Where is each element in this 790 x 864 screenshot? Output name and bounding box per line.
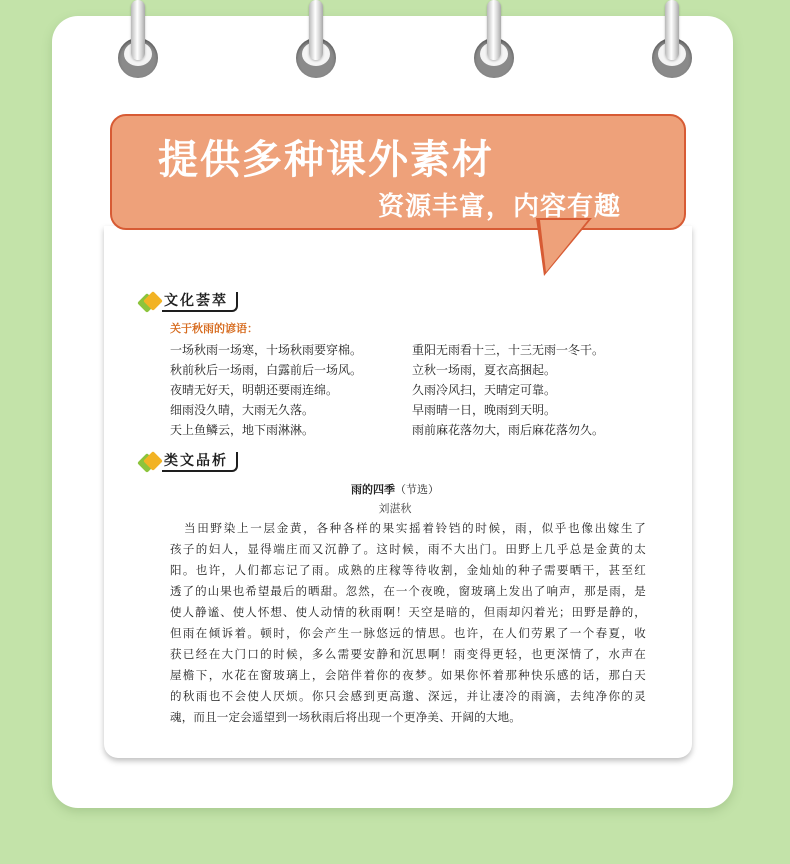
article-line: 透了的山果也希望最后的晒甜。忽然，在一个夜晚，窗玻璃上发出了响声，那是雨，是	[170, 584, 646, 598]
article-line: 屋檐下，水花在窗玻璃上，会陪伴着你的夜梦。如果你怀着那种快乐感的话，那白天	[170, 668, 646, 682]
article-line: 使人静谧、使人怀想、使人动情的秋雨啊！天空是暗的，但雨却闪着光；田野是静的，	[170, 605, 646, 619]
article-title-text: 雨的四季	[351, 483, 395, 496]
article-line: 获已经在大门口的时候，多么需要安静和沉思啊！雨变得更轻，也更深情了，水声在	[170, 647, 646, 661]
leaf-icon	[140, 452, 162, 472]
article-title	[0, 481, 790, 497]
proverb-item: 一场秋雨一场寒，十场秋雨要穿棉。	[170, 343, 363, 357]
proverb-item: 天上鱼鳞云，地下雨淋淋。	[170, 423, 315, 437]
section-label: 文化荟萃	[162, 292, 238, 312]
proverb-item: 重阳无雨看十三，十三无雨一冬干。	[412, 343, 605, 357]
article-line: 孩子的妇人，显得端庄而又沉静了。这时候，雨不大出门。田野上几乎总是金黄的太	[170, 542, 646, 556]
article-line: 阳。也许，人们都忘记了雨。成熟的庄稼等待收割，金灿灿的种子需要晒干，甚至红	[170, 563, 646, 577]
article-author: 刘湛秋	[378, 502, 412, 515]
article-line: 的秋雨也不会使人厌烦。你只会感到更高邈、深远，并让凄冷的雨滴，去纯净你的灵	[170, 689, 646, 703]
article-line: 但雨在倾诉着。顿时，你会产生一脉悠远的情思。也许，在人们劳累了一个春夏，收	[170, 626, 646, 640]
binder-ring	[652, 0, 692, 78]
banner-subtitle: 资源丰富，内容有趣	[378, 192, 622, 222]
article-title-note: （节选）	[395, 483, 439, 496]
section-tag-article	[140, 452, 238, 472]
article-line: 当田野染上一层金黄，各种各样的果实摇着铃铛的时候，雨，似乎也像出嫁生了	[184, 521, 646, 535]
binder-ring	[474, 0, 514, 78]
binder-ring	[296, 0, 336, 78]
proverb-item: 雨前麻花落勿大，雨后麻花落勿久。	[412, 423, 605, 437]
proverb-item: 夜晴无好天，明朝还要雨连绵。	[170, 383, 339, 397]
banner-title: 提供多种课外素材	[158, 137, 494, 183]
proverb-item: 秋前秋后一场雨，白露前后一场风。	[170, 363, 363, 377]
proverb-item: 久雨冷风扫，天晴定可靠。	[412, 383, 557, 397]
proverb-item: 早雨晴一日，晚雨到天明。	[412, 403, 557, 417]
proverb-item: 细雨没久晴，大雨无久落。	[170, 403, 315, 417]
leaf-icon	[140, 292, 162, 312]
article-line: 魂，而且一定会遥望到一场秋雨后将出现一个更净美、开阔的大地。	[170, 710, 521, 724]
binder-ring	[118, 0, 158, 78]
section-label: 类文品析	[162, 452, 238, 472]
section-tag-culture	[140, 292, 238, 312]
proverb-item: 立秋一场雨，夏衣高捆起。	[412, 363, 557, 377]
proverb-heading: 关于秋雨的谚语：	[170, 322, 258, 335]
